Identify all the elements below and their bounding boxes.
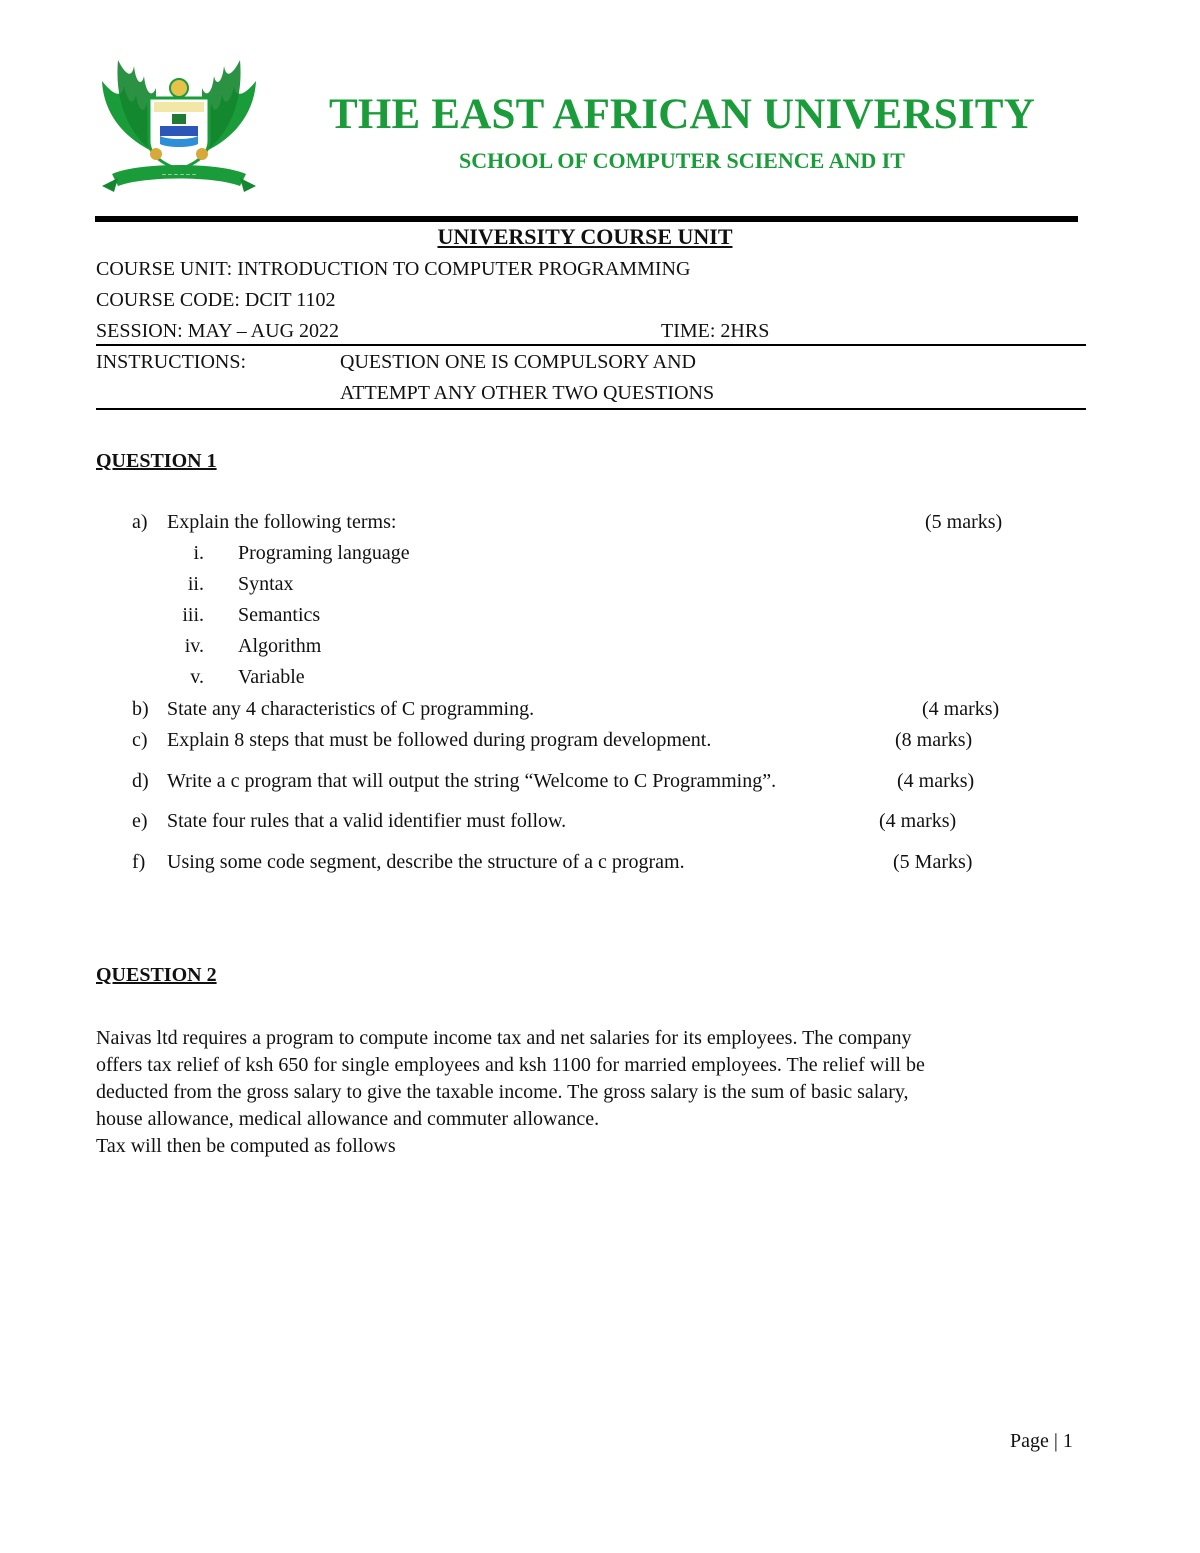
question-2-body [96, 1025, 1086, 1160]
subitem-numeral: ii. [187, 573, 204, 595]
item-marks: (4 marks) [922, 698, 1000, 720]
item-text: Explain the following terms: [167, 511, 397, 533]
header-divider [95, 216, 1078, 222]
university-logo [94, 36, 264, 198]
item-text: Write a c program that will output the string “Welcome to C Programming”. [167, 770, 777, 792]
subitem-text: Algorithm [238, 635, 322, 657]
subitem-numeral: i. [193, 542, 204, 564]
item-letter: b) [132, 698, 149, 720]
page-number: Page | 1 [1010, 1430, 1073, 1452]
item-letter: a) [132, 511, 148, 533]
subitem-numeral: iv. [184, 635, 204, 657]
divider [96, 344, 1086, 346]
subitem-text: Semantics [238, 604, 321, 626]
item-letter: f) [132, 851, 146, 873]
item-letter: c) [132, 729, 148, 751]
subitem-numeral: iii. [182, 604, 204, 626]
question-heading: QUESTION 1 [96, 450, 217, 472]
paragraph-line: offers tax relief of ksh 650 for single employees and ksh 1100 for married employees. The relief will be [96, 1054, 925, 1076]
item-text: State any 4 characteristics of C programming. [167, 698, 535, 720]
item-marks: (4 marks) [879, 810, 957, 832]
subitem-text: Programing language [238, 542, 410, 564]
item-marks: (4 marks) [897, 770, 975, 792]
instructions-text: QUESTION ONE IS COMPULSORY AND [340, 351, 696, 373]
item-text: Using some code segment, describe the structure of a c program. [167, 851, 685, 873]
school-name: SCHOOL OF COMPUTER SCIENCE AND IT [459, 148, 905, 173]
paragraph-line: house allowance, medical allowance and commuter allowance. [96, 1108, 600, 1130]
session: SESSION: MAY – AUG 2022 [96, 320, 340, 342]
course-code: COURSE CODE: DCIT 1102 [96, 289, 336, 311]
subitem-numeral: v. [190, 666, 204, 688]
instructions-label: INSTRUCTIONS: [96, 351, 247, 373]
item-letter: e) [132, 810, 148, 832]
item-marks: (8 marks) [895, 729, 973, 751]
item-text: State four rules that a valid identifier must follow. [167, 810, 567, 832]
subitem-text: Syntax [238, 573, 294, 595]
item-marks: (5 Marks) [893, 851, 973, 873]
question-heading: QUESTION 2 [96, 964, 217, 986]
paragraph-line: Tax will then be computed as follows [96, 1135, 396, 1157]
divider [96, 408, 1086, 410]
university-name: THE EAST AFRICAN UNIVERSITY [329, 91, 1035, 138]
course-unit: COURSE UNIT: INTRODUCTION TO COMPUTER PROGRAMMING [96, 258, 691, 280]
item-marks: (5 marks) [925, 511, 1003, 533]
instructions-text: ATTEMPT ANY OTHER TWO QUESTIONS [340, 382, 715, 404]
item-text: Explain 8 steps that must be followed during program development. [167, 729, 712, 751]
paragraph-line: Naivas ltd requires a program to compute income tax and net salaries for its employees. The company [96, 1027, 912, 1049]
item-letter: d) [132, 770, 149, 792]
paragraph-line: deducted from the gross salary to give the taxable income. The gross salary is the sum of basic salary, [96, 1081, 909, 1103]
svg-text:~ ~ ~ ~ ~ ~: ~ ~ ~ ~ ~ ~ [161, 172, 197, 179]
subitem-text: Variable [238, 666, 305, 688]
course-heading: UNIVERSITY COURSE UNIT [437, 224, 733, 249]
exam-time: TIME: 2HRS [661, 320, 770, 342]
